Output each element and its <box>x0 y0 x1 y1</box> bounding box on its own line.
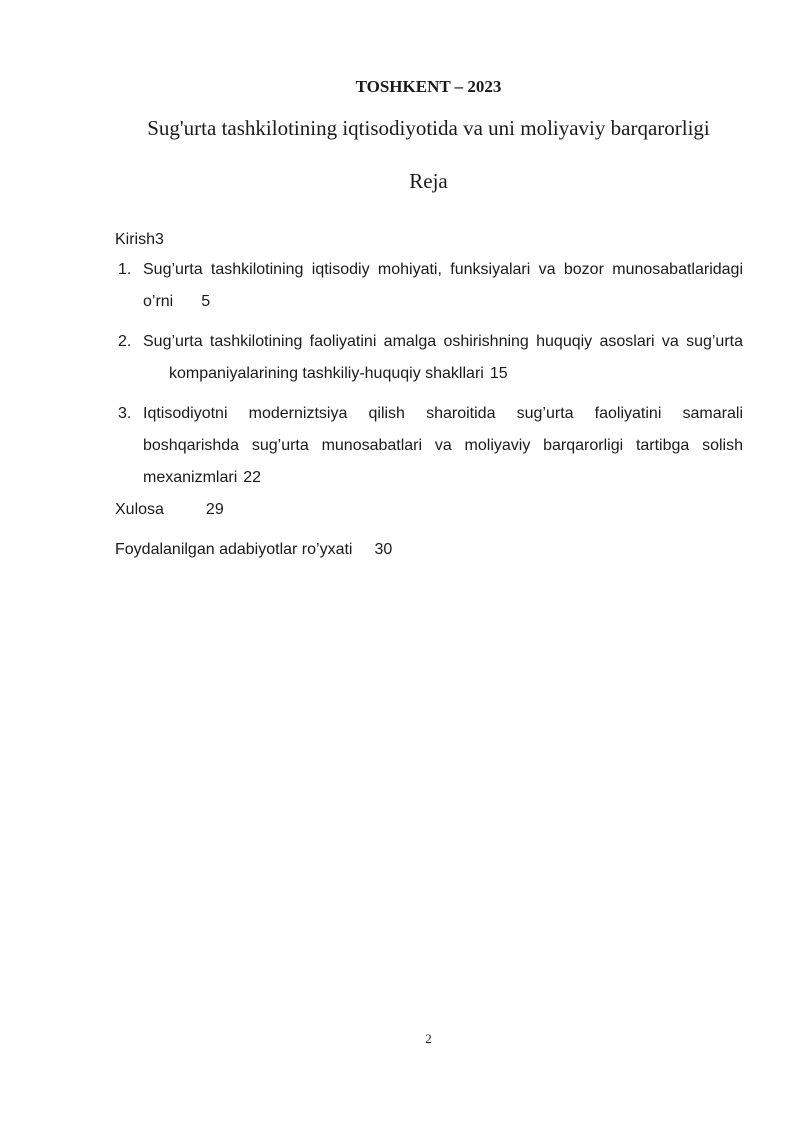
toc-entry-references <box>115 534 743 566</box>
toc-entry-label: Xulosa <box>115 501 164 518</box>
toc-entry-label: Foydalanilgan adabiyotlar ro’yxati <box>115 541 353 558</box>
toc-entry-page: 30 <box>374 541 393 558</box>
toc-item-text: Iqtisodiyotni moderniztsiya qilish sharoitida sug’urta faoliyatini samarali boshqarishda sug’urta munosabatlari va moliyaviy barqarorligi tartibga solish mexanizmlari <box>143 405 743 486</box>
toc-list <box>115 254 743 502</box>
toc-item-text: Sug’urta tashkilotining iqtisodiy mohiyati, funksiyalari va bozor munosabatlaridagi o’rni <box>143 261 743 310</box>
city-year-heading: TOSHKENT – 2023 <box>355 77 502 96</box>
document-title: Sug'urta tashkilotining iqtisodiyotida va uni moliyaviy barqarorligi <box>147 116 710 140</box>
toc-entry-label: Kirish <box>115 231 156 248</box>
toc-item-page: 5 <box>201 293 211 310</box>
plan-heading: Reja <box>409 169 448 193</box>
toc-item <box>115 398 743 494</box>
toc-item-number: 3. <box>118 405 132 422</box>
toc-item-number: 1. <box>118 261 132 278</box>
toc-entry-conclusion <box>115 494 743 526</box>
toc-item <box>115 326 743 390</box>
toc-item <box>115 254 743 318</box>
toc-item-page: 15 <box>489 365 508 382</box>
toc-item-page: 22 <box>243 469 262 486</box>
toc-entry-page: 29 <box>205 501 224 518</box>
toc-entry-intro <box>115 224 743 256</box>
page-number: 2 <box>425 1031 432 1046</box>
toc-entry-page: 3 <box>155 231 164 248</box>
toc-item-text-continued: kompaniyalarining tashkiliy-huquqiy shakllari <box>169 365 484 382</box>
toc-item-number: 2. <box>118 333 132 350</box>
toc-item-text: Sug’urta tashkilotining faoliyatini amalga oshirishning huquqiy asoslari va sug’urta <box>143 333 743 350</box>
